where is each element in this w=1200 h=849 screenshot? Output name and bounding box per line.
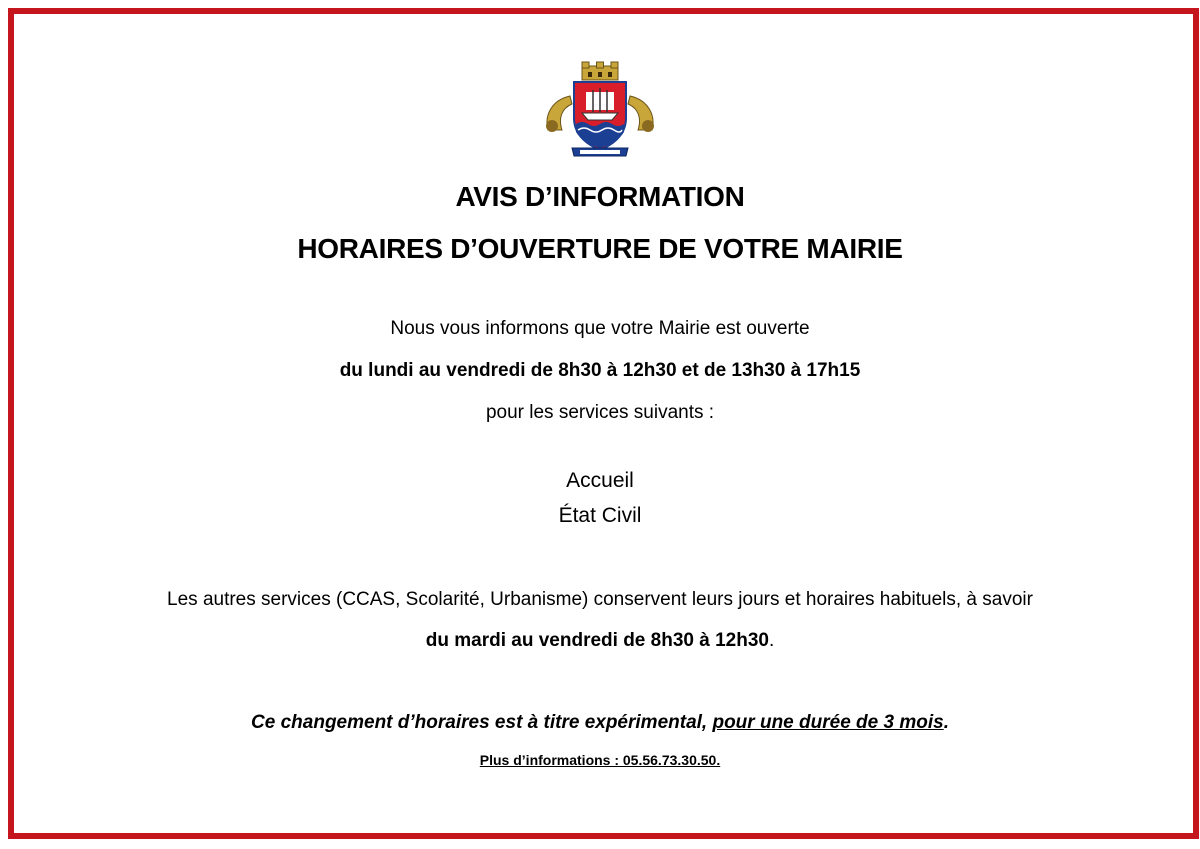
notice-title: AVIS D’INFORMATION (455, 181, 745, 212)
town-crest-logo (542, 60, 658, 160)
experimental-suffix: . (943, 712, 949, 733)
experimental-notice (0, 712, 1200, 734)
intro-text: Nous vous informons que votre Mairie est ouverte (390, 318, 810, 339)
contact-info: Plus d’informations : 05.56.73.30.50. (479, 752, 721, 768)
services-intro: pour les services suivants : (485, 402, 715, 423)
experimental-prefix: Ce changement d’horaires est à titre expérimental, (251, 712, 713, 733)
experimental-duration: pour une durée de 3 mois (712, 712, 944, 733)
notice-subtitle: HORAIRES D’OUVERTURE DE VOTRE MAIRIE (297, 233, 903, 264)
other-services-hours-period: . (768, 630, 775, 651)
main-opening-hours: du lundi au vendredi de 8h30 à 12h30 et de 13h30 à 17h15 (339, 360, 861, 381)
other-services-text: Les autres services (CCAS, Scolarité, Urbanisme) conservent leurs jours et horaires habituels, à savoir (167, 589, 1033, 610)
service-item-etat-civil: État Civil (558, 504, 642, 527)
other-services-hours-line (0, 630, 1200, 652)
other-services-hours: du mardi au vendredi de 8h30 à 12h30 (425, 630, 769, 651)
service-item-accueil: Accueil (566, 469, 634, 492)
